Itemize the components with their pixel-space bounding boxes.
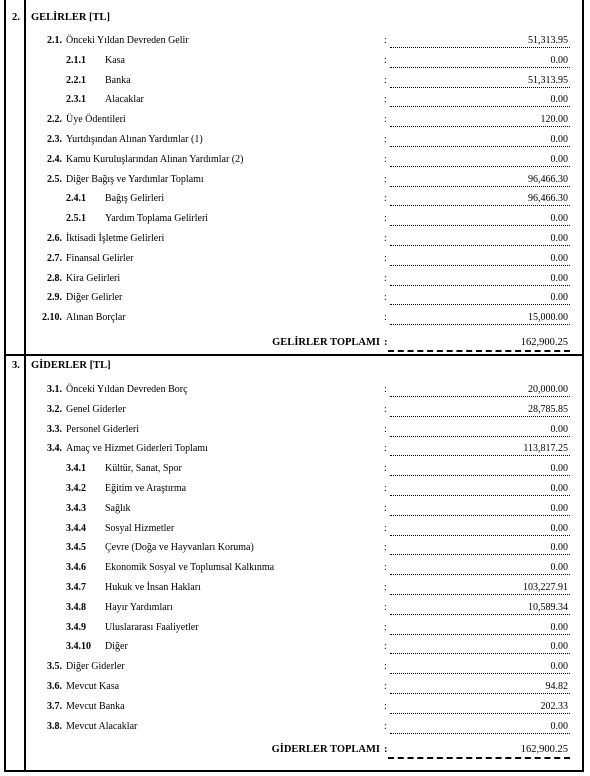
colon-separator: : — [384, 337, 388, 348]
item-value: 20,000.00 — [528, 384, 568, 395]
total-value: 162,900.25 — [520, 744, 568, 755]
colon-separator: : — [384, 423, 387, 435]
colon-separator: : — [384, 720, 387, 732]
item-number: 2.6. — [47, 233, 62, 244]
item-label: Mevcut Alacaklar — [66, 720, 138, 732]
colon-separator: : — [384, 483, 387, 494]
item-label: Mevcut Kasa — [66, 681, 120, 692]
line-item — [0, 562, 590, 582]
dotted-underline — [390, 455, 570, 456]
item-value: 120.00 — [540, 114, 568, 126]
line-item — [0, 424, 590, 444]
colon-separator: : — [384, 542, 387, 554]
line-item — [0, 661, 590, 681]
item-number: 2.1. — [47, 35, 62, 46]
item-value: 0.00 — [550, 134, 568, 145]
item-value: 0.00 — [550, 621, 568, 633]
item-number: 3.4.4 — [66, 522, 86, 534]
line-item — [0, 721, 590, 741]
dotted-underline — [390, 614, 570, 615]
dotted-underline — [390, 396, 570, 397]
item-label: Yardım Toplama Gelirleri — [105, 213, 209, 225]
line-item — [0, 273, 590, 293]
dotted-underline — [390, 733, 570, 734]
colon-separator: : — [384, 681, 387, 692]
dotted-underline — [390, 285, 570, 286]
dotted-underline — [390, 304, 570, 305]
colon-separator: : — [384, 114, 387, 126]
dotted-underline — [390, 653, 570, 654]
line-item — [0, 193, 590, 213]
colon-separator: : — [384, 252, 387, 264]
item-value: 113,817.25 — [523, 443, 568, 455]
dotted-underline — [390, 265, 570, 266]
line-item — [0, 681, 590, 701]
dotted-underline — [390, 324, 570, 325]
item-number: 3.3. — [47, 423, 62, 435]
line-item — [0, 602, 590, 622]
item-label: Kamu Kuruluşlarından Alınan Yardımlar (2) — [66, 153, 244, 165]
dotted-underline — [390, 475, 570, 476]
item-label: Alınan Borçlar — [66, 312, 126, 324]
dashed-underline — [388, 350, 570, 352]
line-item — [0, 75, 590, 95]
colon-separator: : — [384, 153, 387, 165]
item-label: İktisadi İşletme Gelirleri — [66, 233, 165, 244]
item-value: 94.82 — [545, 681, 568, 692]
total-label: GELİRLER TOPLAMI — [272, 337, 380, 348]
line-item — [0, 641, 590, 661]
item-number: 2.2.1 — [66, 74, 86, 86]
item-value: 0.00 — [550, 94, 568, 106]
section-title: GELİRLER [TL] — [31, 12, 111, 23]
line-item — [0, 233, 590, 253]
line-item — [0, 154, 590, 174]
line-item — [0, 35, 590, 55]
section-title: GİDERLER [TL] — [31, 360, 111, 371]
item-value: 96,466.30 — [528, 193, 568, 205]
colon-separator: : — [384, 312, 387, 324]
item-label: Diğer Gelirler — [66, 292, 123, 304]
colon-separator: : — [384, 744, 388, 755]
dotted-underline — [390, 594, 570, 595]
item-label: Kasa — [105, 54, 125, 66]
item-label: Uluslararası Faaliyetler — [105, 621, 199, 633]
item-number: 2.7. — [47, 252, 62, 264]
item-value: 28,785.85 — [528, 403, 568, 415]
item-value: 0.00 — [550, 272, 568, 284]
dotted-underline — [390, 67, 570, 68]
item-label: Eğitim ve Araştırma — [105, 483, 187, 494]
item-number: 3.4.1 — [66, 463, 86, 475]
item-label: Yurtdışından Alınan Yardımlar (1) — [66, 134, 203, 145]
item-value: 0.00 — [550, 252, 568, 264]
item-label: Finansal Gelirler — [66, 252, 134, 264]
colon-separator: : — [384, 384, 387, 395]
total-value: 162,900.25 — [520, 337, 568, 348]
dotted-underline — [390, 245, 570, 246]
colon-separator: : — [384, 134, 387, 145]
dotted-underline — [390, 87, 570, 88]
colon-separator: : — [384, 233, 387, 244]
item-label: Hukuk ve İnsan Hakları — [105, 582, 201, 593]
item-label: Önceki Yıldan Devreden Borç — [66, 384, 188, 395]
colon-separator: : — [384, 700, 387, 712]
colon-separator: : — [384, 661, 387, 673]
colon-separator: : — [384, 641, 387, 653]
colon-separator: : — [384, 35, 387, 46]
line-item — [0, 174, 590, 194]
dotted-underline — [390, 535, 570, 536]
item-number: 3.8. — [47, 720, 62, 732]
colon-separator: : — [384, 522, 387, 534]
colon-separator: : — [384, 94, 387, 106]
item-value: 0.00 — [550, 153, 568, 165]
item-value: 0.00 — [550, 213, 568, 225]
item-value: 0.00 — [550, 542, 568, 554]
dotted-underline — [390, 673, 570, 674]
line-item — [0, 463, 590, 483]
item-label: Çevre (Doğa ve Hayvanları Koruma) — [105, 542, 254, 554]
line-item — [0, 55, 590, 75]
section-separator — [4, 354, 584, 356]
item-label: Personel Giderleri — [66, 423, 140, 435]
item-label: Amaç ve Hizmet Giderleri Toplamı — [66, 443, 208, 455]
item-label: Bağış Gelirleri — [105, 193, 165, 205]
item-number: 3.4.7 — [66, 582, 86, 593]
item-number: 2.5. — [47, 173, 62, 185]
dotted-underline — [390, 554, 570, 555]
item-label: Diğer — [105, 641, 128, 653]
item-value: 0.00 — [550, 54, 568, 66]
item-number: 3.6. — [47, 681, 62, 692]
item-label: Diğer Bağış ve Yardımlar Toplamı — [66, 173, 204, 185]
item-value: 0.00 — [550, 483, 568, 494]
item-label: Mevcut Banka — [66, 700, 125, 712]
colon-separator: : — [384, 601, 387, 613]
item-number: 2.4. — [47, 153, 62, 165]
item-label: Genel Giderler — [66, 403, 126, 415]
item-value: 0.00 — [550, 292, 568, 304]
item-value: 0.00 — [550, 522, 568, 534]
item-number: 2.4.1 — [66, 193, 86, 205]
colon-separator: : — [384, 562, 387, 574]
line-item — [0, 253, 590, 273]
item-value: 51,313.95 — [528, 74, 568, 86]
dotted-underline — [390, 574, 570, 575]
dotted-underline — [390, 713, 570, 714]
item-label: Kültür, Sanat, Spor — [105, 463, 182, 475]
item-value: 0.00 — [550, 720, 568, 732]
dotted-underline — [390, 225, 570, 226]
dotted-underline — [390, 166, 570, 167]
dotted-underline — [390, 146, 570, 147]
item-value: 0.00 — [550, 562, 568, 574]
item-number: 3.5. — [47, 661, 62, 673]
section-number: 3. — [12, 360, 20, 371]
colon-separator: : — [384, 403, 387, 415]
colon-separator: : — [384, 173, 387, 185]
colon-separator: : — [384, 621, 387, 633]
line-item — [0, 94, 590, 114]
dashed-underline — [388, 757, 570, 759]
item-number: 2.10. — [42, 312, 62, 324]
item-value: 0.00 — [550, 423, 568, 435]
item-value: 15,000.00 — [528, 312, 568, 324]
line-item — [0, 582, 590, 602]
colon-separator: : — [384, 54, 387, 66]
item-number: 3.4.5 — [66, 542, 86, 554]
dotted-underline — [390, 416, 570, 417]
line-item — [0, 312, 590, 332]
section-number: 2. — [12, 12, 20, 23]
item-number: 3.4. — [47, 443, 62, 455]
colon-separator: : — [384, 272, 387, 284]
line-item — [0, 483, 590, 503]
line-item — [0, 134, 590, 154]
line-item — [0, 404, 590, 424]
item-number: 3.4.6 — [66, 562, 86, 574]
item-label: Önceki Yıldan Devreden Gelir — [66, 35, 189, 46]
dotted-underline — [390, 205, 570, 206]
item-value: 10,589.34 — [528, 601, 568, 613]
item-label: Hayır Yardımları — [105, 601, 173, 613]
item-number: 2.2. — [47, 114, 62, 126]
dotted-underline — [390, 634, 570, 635]
item-value: 0.00 — [550, 233, 568, 244]
dotted-underline — [390, 515, 570, 516]
item-number: 2.3.1 — [66, 94, 86, 106]
item-number: 3.4.9 — [66, 621, 86, 633]
item-number: 3.4.8 — [66, 601, 86, 613]
item-label: Alacaklar — [105, 94, 144, 106]
dotted-underline — [390, 106, 570, 107]
item-label: Kira Gelirleri — [66, 272, 121, 284]
dotted-underline — [390, 436, 570, 437]
item-value: 96,466.30 — [528, 173, 568, 185]
item-label: Banka — [105, 74, 131, 86]
dotted-underline — [390, 186, 570, 187]
item-number: 3.1. — [47, 384, 62, 395]
total-label: GİDERLER TOPLAMI — [271, 744, 380, 755]
item-value: 0.00 — [550, 463, 568, 475]
line-item — [0, 114, 590, 134]
line-item — [0, 384, 590, 404]
item-number: 2.3. — [47, 134, 62, 145]
line-item — [0, 292, 590, 312]
item-number: 2.5.1 — [66, 213, 86, 225]
item-number: 3.4.2 — [66, 483, 86, 494]
item-label: Diğer Giderler — [66, 661, 125, 673]
line-item — [0, 701, 590, 721]
item-value: 0.00 — [550, 502, 568, 514]
item-number: 3.4.10 — [66, 641, 91, 653]
colon-separator: : — [384, 582, 387, 593]
colon-separator: : — [384, 213, 387, 225]
colon-separator: : — [384, 74, 387, 86]
line-item — [0, 213, 590, 233]
item-label: Ekonomik Sosyal ve Toplumsal Kalkınma — [105, 562, 275, 574]
colon-separator: : — [384, 292, 387, 304]
colon-separator: : — [384, 193, 387, 205]
colon-separator: : — [384, 463, 387, 475]
item-number: 3.2. — [47, 403, 62, 415]
item-value: 0.00 — [550, 661, 568, 673]
line-item — [0, 503, 590, 523]
item-label: Üye Ödentileri — [66, 114, 126, 126]
item-number: 2.8. — [47, 272, 62, 284]
dotted-underline — [390, 495, 570, 496]
item-number: 3.7. — [47, 700, 62, 712]
item-value: 0.00 — [550, 641, 568, 653]
colon-separator: : — [384, 502, 387, 514]
line-item — [0, 622, 590, 642]
item-value: 103,227.91 — [523, 582, 568, 593]
dotted-underline — [390, 126, 570, 127]
line-item — [0, 523, 590, 543]
item-number: 2.9. — [47, 292, 62, 304]
item-number: 2.1.1 — [66, 54, 86, 66]
dotted-underline — [390, 47, 570, 48]
item-value: 51,313.95 — [528, 35, 568, 46]
item-value: 202.33 — [540, 700, 568, 712]
item-label: Sosyal Hizmetler — [105, 522, 175, 534]
item-number: 3.4.3 — [66, 502, 86, 514]
colon-separator: : — [384, 443, 387, 455]
dotted-underline — [390, 693, 570, 694]
item-label: Sağlık — [105, 502, 131, 514]
line-item — [0, 542, 590, 562]
line-item — [0, 443, 590, 463]
